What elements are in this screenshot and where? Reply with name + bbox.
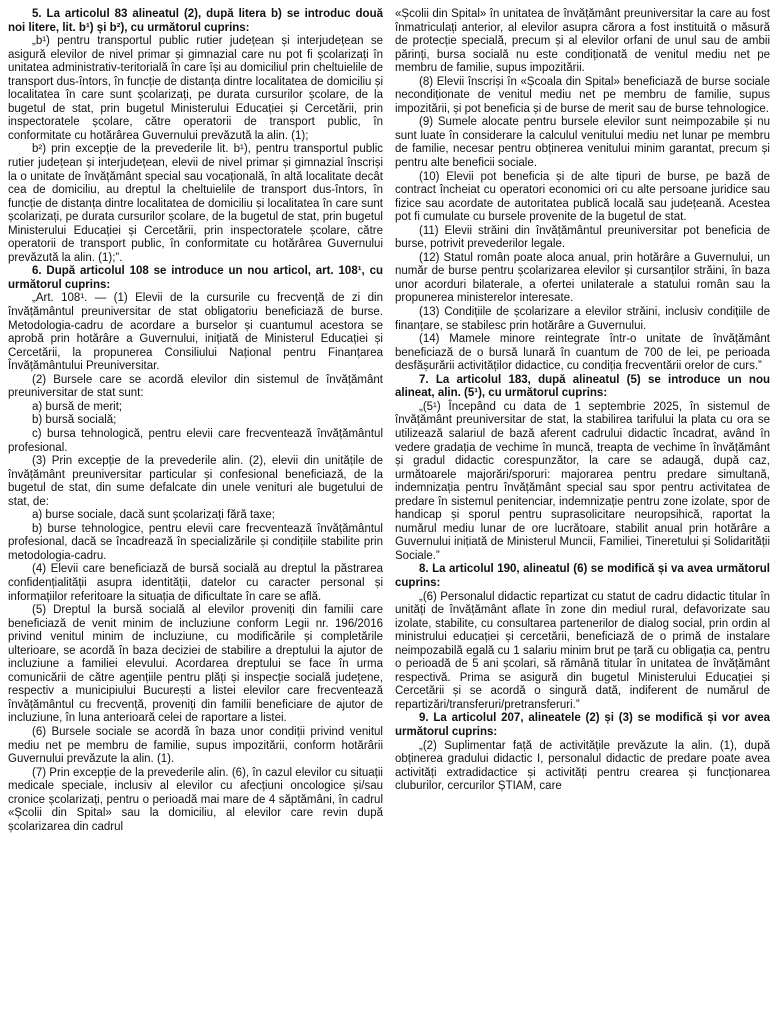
paragraph: a) burse sociale, dacă sunt școlarizați fără taxe; <box>32 509 275 522</box>
amendment-heading: 9. La articolul 207, alineatele (2) și (3) se modifică și vor avea următorul cuprins: <box>395 712 770 738</box>
paragraph: (6) Bursele sociale se acordă în baza unor condiții privind venitul mediu net pe membru de familie, supus impozitării, conform hotărârii Guvernului prevăzute la alin. (1). <box>8 725 383 766</box>
right-column <box>395 8 770 1024</box>
paragraph: «Școlii din Spital» în unitatea de învățământ preuniversitar la care au fost înmatriculați anterior, al elevilor asupra cărora a fost instituită o măsură de protecție specială, precum și al elevilor orfani de unul sau de ambii părinți, bursa socială nu este condiționată de venitul mediu net pe membru de familie, supus impozitării. <box>395 8 770 75</box>
paragraph: „(2) Suplimentar față de activitățile prevăzute la alin. (1), după obținerea gradului didactic I, personalul didactic de predare poate avea activități extradidactice și activități pentru crearea și funcționarea cluburilor, cercurilor ȘTIAM, care <box>395 739 770 793</box>
paragraph: (4) Elevii care beneficiază de bursă socială au dreptul la păstrarea confidențialității asupra identității, datelor cu caracter personal și informațiilor referitoare la situația de dificultate în care se află. <box>8 563 383 603</box>
left-column <box>8 8 383 1024</box>
paragraph: (9) Sumele alocate pentru bursele elevilor sunt neimpozabile și nu sunt luate în considerare la calculul venitului mediu net lunar pe membru de familie, necesar pentru obținerea venitului minim garantat, precum și pentru alte beneficii sociale. <box>395 116 770 170</box>
paragraph: b) bursă socială; <box>32 414 117 427</box>
paragraph: (12) Statul român poate aloca anual, prin hotărâre a Guvernului, un număr de burse pentru școlarizarea elevilor și cursanților străini, în baza unor acorduri bilaterale, a ofertei unilaterale a statului român sau la propunerea ministerelor interesate. <box>395 251 770 305</box>
paragraph: (10) Elevii pot beneficia și de alte tipuri de burse, pe bază de contract încheiat cu operatori economici ori cu alte persoane juridice sau fizice sau acordate de autoritatea publică locală sau județeană. Acestea pot fi cumulate cu bursele provenite de la bugetul de stat. <box>395 170 770 224</box>
paragraph: (11) Elevii străini din învățământul preuniversitar pot beneficia de burse, potrivit prevederilor legale. <box>395 224 770 251</box>
amendment-heading: 7. La articolul 183, după alineatul (5) se introduce un nou alineat, alin. (5¹), cu următorul cuprins: <box>395 373 770 400</box>
paragraph: „(6) Personalul didactic repartizat cu statut de cadru didactic titular în unități de învățământ aflate în zone din mediul rural, defavorizate sau izolate, stabilite, cu consultarea partenerilor de dialog social, prin ordin al ministrului educației și cercetării, beneficiază de o primă de instalare neimpozabilă egală cu 1 salariu minim brut pe țară cu obligația ca, pentru o perioadă de 5 ani școlari, să rămână titular în unitatea de învățământ respectivă. Prima se asigură din bugetul Ministerului Educației și Cercetării și se acordă o singură dată, indiferent de numărul de repartizări/transferuri/pretransferuri.” <box>395 590 770 711</box>
paragraph: c) bursa tehnologică, pentru elevii care frecventează învățământul profesional. <box>8 427 383 454</box>
paragraph: (14) Mamele minore reintegrate într-o unitate de învățământ beneficiază de o bursă lunară în cuantum de 700 de lei, pe perioada desfășurării activităților didactice, cu condiția frecventării orelor de curs.” <box>395 333 770 373</box>
paragraph: b) burse tehnologice, pentru elevii care frecventează învățământul profesional, dacă se încadrează în specializările și condițiile stabilite prin metodologia-cadru. <box>8 522 383 562</box>
paragraph: „Art. 108¹. — (1) Elevii de la cursurile cu frecvență de zi din învățământul preuniversitar de stat obligatoriu beneficiază de burse. Metodologia-cadru de acordare a burselor și cuantumul acestora se aprobă prin hotărâre a Guvernului, inițiată de Ministerul Educației și Cercetării, la propunerea Consiliului Național pentru Finanțarea Învățământului Preuniversitar. <box>8 292 383 373</box>
amendment-heading: 5. La articolul 83 alineatul (2), după litera b) se introduc două noi litere, lit. b¹) și b²), cu următorul cuprins: <box>8 8 383 34</box>
paragraph: „(5¹) Începând cu data de 1 septembrie 2025, în sistemul de învățământ preuniversitar de stat, la stabilirea tarifului la plata cu ora se utilizează salariul de bază aferent cadrului didactic încadrat, având în vedere gradația de vechime în muncă, treapta de vechime în învățământ și gradul didactic corespunzător, la care se adaugă, după caz, următoarele majorări/sporuri: majorarea pentru predare simultană, indemnizația pentru învățământ special sau spor pentru activitatea de predare în sistemul penitenciar, indemnizație pentru zone izolate, spor de handicap și sporul pentru suprasolicitare neuropsihică, raportat la numărul mediu lunar de ore lucrătoare, stabilit anual prin hotărâre a Guvernului inițiată de Ministerul Muncii, Familiei, Tineretului și Solidarității Sociale.” <box>395 400 770 562</box>
paragraph: (7) Prin excepție de la prevederile alin. (6), în cazul elevilor cu situații medicale speciale, inclusiv al elevilor cu afecțiuni oncologice și/sau cronice școlarizați, pentru o perioadă mai mare de 4 săptămâni, în cadrul «Școlii din Spital» sau la domiciliu, al elevilor care revin după școlarizarea din cadrul <box>8 766 383 833</box>
paragraph: (8) Elevii înscriși în «Școala din Spital» beneficiază de burse sociale necondiționate de venitul mediu net pe membru de familie, supus impozitării, și pot beneficia și de burse de merit sau de burse tehnologice. <box>395 75 770 115</box>
amendment-heading: 6. După articolul 108 se introduce un nou articol, art. 108¹, cu următorul cuprins: <box>8 265 383 291</box>
paragraph: (3) Prin excepție de la prevederile alin. (2), elevii din unitățile de învățământ preuniversitar particular și confesional beneficiază, de la bugetul de stat, din sume defalcate din unele venituri ale bugetului de stat, de: <box>8 455 383 508</box>
paragraph: (13) Condițiile de școlarizare a elevilor străini, inclusiv condițiile de finanțare, se stabilesc prin hotărâre a Guvernului. <box>395 306 770 332</box>
paragraph: a) bursă de merit; <box>32 400 123 413</box>
paragraph: (2) Bursele care se acordă elevilor din sistemul de învățământ preuniversitar de stat sunt: <box>8 373 383 400</box>
paragraph: b²) prin excepție de la prevederile lit. b¹), pentru transportul public rutier județean și interjudețean, elevii de nivel primar și gimnazial înscriși la o unitate de învățământ special sau vocațională, în altă localitate decât cea de domiciliu, au dreptul la cheltuielile de transport dus-întors, în funcție de distanța dintre localitatea de domiciliu și localitatea în care sunt școlarizați, pe durata cursurilor școlare, de la bugetul de stat, prin bugetul Ministerului Educației și Cercetării, prin inspectoratele școlare, către operatorii de transport public, în conformitate cu hotărârea Guvernului prevăzută la alin. (1);”. <box>8 143 383 264</box>
paragraph: (5) Dreptul la bursă socială al elevilor proveniți din familii care beneficiază de venit minim de incluziune conform Legii nr. 196/2016 privind venitul minim de incluziune, cu modificările și completările ulterioare, se acordă în baza deciziei de stabilire a dreptului la ajutor de incluziune a familiei elevului. Acordarea dreptului se face în urma comunicării de către agențiile pentru plăți și inspecție socială județene, respectiv a municipiului București a listei elevilor care frecventează învățământul cu frecvență, proveniți din familii beneficiare de ajutor de incluziune, în luna anterioară celei de raportare a listei. <box>8 604 383 725</box>
amendment-heading: 8. La articolul 190, alineatul (6) se modifică și va avea următorul cuprins: <box>395 563 770 589</box>
paragraph: „b¹) pentru transportul public rutier județean și interjudețean se asigură elevilor de nivel primar și gimnazial care nu pot fi școlarizați în unitatea administrativ-teritorială în care își au domiciliul prin cheltuielile de transport dus-întors, în funcție de distanța dintre localitatea de domiciliu și localitatea în care sunt școlarizați, pe durata cursurilor școlare, de la bugetul de stat, prin bugetul Ministerului Educației și Cercetării, prin inspectoratele școlare, către operatorii de transport public, în conformitate cu hotărârea Guvernului prevăzută la alin. (1); <box>8 35 383 142</box>
